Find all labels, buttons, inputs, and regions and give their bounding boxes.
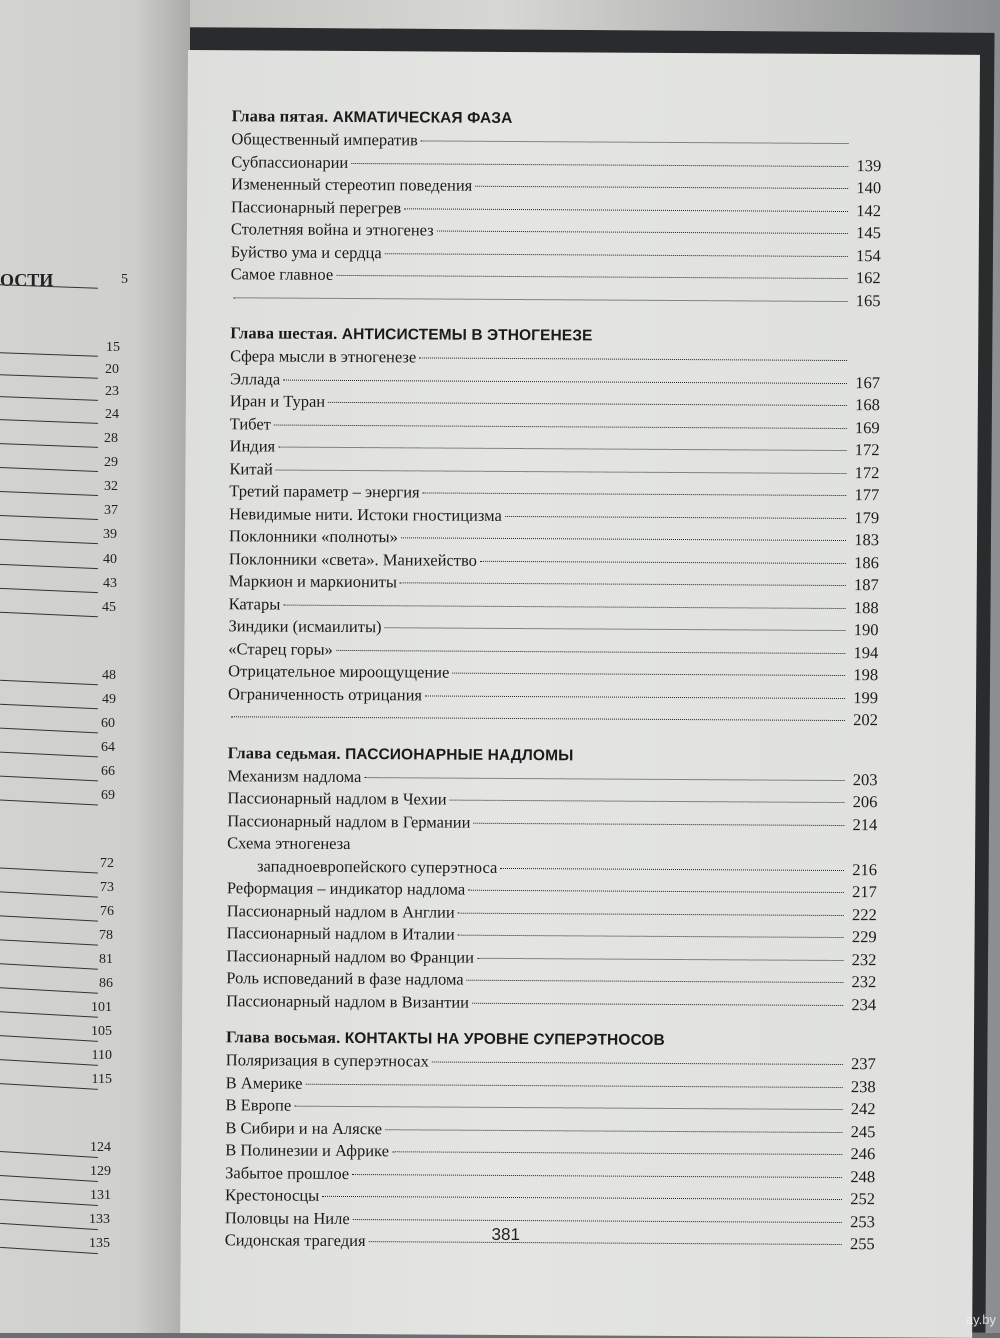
left-page-number: 40 (103, 552, 117, 568)
toc-entry (228, 683, 878, 709)
toc-entry-label: Пассионарный надлом во Франции (226, 945, 474, 969)
dot-leader (351, 162, 848, 166)
left-page (0, 0, 190, 1333)
left-page-leader (0, 915, 98, 921)
left-page-number: 28 (104, 431, 118, 447)
dot-leader (468, 890, 844, 893)
toc-entry-page: 222 (847, 904, 877, 927)
toc-entry-page: 169 (850, 417, 880, 440)
toc-entry-label: Крестоносцы (225, 1184, 319, 1207)
left-page-number: 110 (92, 1048, 112, 1064)
toc-entry-page: 206 (847, 791, 877, 814)
left-page-leader (0, 704, 98, 710)
left-page-number: 101 (91, 1000, 112, 1016)
toc-entry-page: 229 (847, 926, 877, 949)
toc-entry-page: 172 (849, 439, 879, 462)
left-page-number: 135 (89, 1236, 110, 1252)
dot-leader (336, 649, 845, 653)
dot-leader (472, 1002, 843, 1005)
left-page-leader (0, 1223, 98, 1230)
left-page-number: 49 (102, 692, 116, 708)
left-page-number: 76 (100, 904, 114, 920)
left-page-leader (0, 612, 98, 617)
chapter-name: АКМАТИЧЕСКАЯ ФАЗА (333, 109, 513, 127)
toc-entry-page: 172 (849, 462, 879, 485)
dot-leader (231, 716, 845, 721)
left-page-number: 81 (99, 952, 113, 968)
toc-entry-label: Поклонники «света». Манихейство (229, 548, 477, 572)
left-page-number: 48 (102, 668, 116, 684)
toc-entry-label: Индия (230, 435, 276, 458)
left-page-leader (0, 867, 98, 873)
dot-leader (306, 1083, 843, 1087)
dot-leader (283, 379, 847, 383)
left-page-number: 86 (99, 976, 113, 992)
dot-leader (385, 253, 848, 257)
chapter-section (230, 105, 881, 312)
left-page-leader (0, 728, 98, 734)
dot-leader (432, 1062, 843, 1066)
toc-entry-page: 246 (845, 1143, 875, 1166)
left-page-number: 105 (91, 1024, 112, 1040)
toc-entry-label: Маркион и маркиониты (229, 570, 397, 594)
left-page-leader (0, 987, 98, 993)
toc-entry-label: Катары (229, 593, 281, 616)
left-page-number: 24 (105, 407, 119, 423)
toc-entry-label: В Америке (226, 1072, 303, 1095)
toc-entry-label: Забытое прошлое (225, 1162, 349, 1185)
dot-leader (278, 447, 846, 451)
toc-entry (226, 1049, 876, 1075)
toc-entry-label: Половцы на Ниле (225, 1207, 350, 1230)
toc-entry-page: 183 (849, 529, 879, 552)
toc-entry-label: Столетняя война и этногенез (231, 218, 434, 242)
dot-leader (425, 695, 845, 699)
dot-leader (354, 845, 845, 848)
left-page-leader (0, 800, 98, 806)
dot-leader (419, 357, 847, 361)
toc-entry-page: 245 (845, 1121, 875, 1144)
toc-entry-page: 253 (845, 1211, 875, 1234)
left-page-leader (0, 467, 98, 472)
dot-leader (458, 935, 844, 938)
dot-leader (505, 515, 846, 518)
toc-entry-label: Реформация – индикатор надлома (227, 877, 466, 901)
toc-entry-label: Пассионарный надлом в Чехии (227, 787, 446, 811)
dot-leader (392, 1151, 842, 1155)
toc-entry (226, 990, 876, 1016)
chapter-section (228, 322, 880, 731)
left-page-number: 129 (90, 1164, 111, 1180)
toc-entry-label: Пассионарный надлом в Италии (227, 922, 455, 946)
toc-entry-page: 198 (848, 664, 878, 687)
toc-entry-page: 217 (847, 881, 877, 904)
left-page-leader (0, 1011, 98, 1018)
left-page-number: 124 (90, 1140, 111, 1156)
dot-leader (475, 186, 848, 189)
dot-leader (322, 1196, 842, 1200)
left-page-leader (0, 443, 98, 448)
toc-entry-page: 252 (845, 1188, 875, 1211)
dot-leader (458, 912, 844, 915)
toc-entry-page: 248 (845, 1166, 875, 1189)
left-page-number: 39 (103, 527, 117, 543)
toc-entry-label: Сфера мысли в этногенезе (230, 345, 416, 369)
toc-entry-page: 214 (847, 814, 877, 837)
left-page-leader (0, 491, 98, 496)
dot-leader (283, 604, 845, 608)
left-page-leader (0, 776, 98, 782)
toc-entry-label: Зиндики (исмаилиты) (228, 615, 381, 638)
left-page-leader (0, 1059, 98, 1066)
toc-entry-page: 140 (851, 177, 881, 200)
toc-entry-page: 188 (849, 597, 879, 620)
dot-leader (467, 980, 844, 983)
left-page-leader (0, 1035, 98, 1042)
toc-entry-label: Эллада (230, 368, 280, 391)
toc-entry-label: Схема этногенеза (227, 832, 351, 855)
toc-entry-page: 165 (850, 290, 880, 313)
left-page-number: 29 (104, 455, 118, 471)
toc-entry-page: 202 (848, 709, 878, 732)
chapter-prefix: Глава шестая. (230, 323, 337, 343)
dot-leader (353, 1219, 842, 1223)
toc-entry-page: 142 (851, 200, 881, 223)
left-page-leader (0, 564, 98, 569)
toc-entry-label: Пассионарный перегрев (231, 196, 401, 220)
dot-leader (421, 140, 849, 144)
left-page-number: 43 (103, 576, 117, 592)
toc-entry-label: Невидимые нити. Истоки гностицизма (229, 503, 502, 527)
left-page-leader (0, 419, 98, 424)
toc-entry-page: 234 (846, 994, 876, 1017)
toc-entry-page: 237 (846, 1053, 876, 1076)
toc-entry-page: 145 (851, 222, 881, 245)
dot-leader (336, 275, 847, 279)
right-page (180, 50, 980, 1338)
toc-entry (231, 263, 881, 289)
toc-entry-page: 242 (845, 1098, 875, 1121)
toc-entry-label: Поляризация в суперэтносах (226, 1049, 429, 1073)
left-page-number: 45 (102, 600, 116, 616)
toc-entry-page: 255 (845, 1233, 875, 1256)
dot-leader (500, 867, 844, 870)
toc-entry-label: Буйство ума и сердца (231, 241, 382, 264)
page-number: 381 (181, 1223, 831, 1247)
dot-leader (423, 492, 847, 496)
toc-entry-page: 238 (846, 1076, 876, 1099)
dot-leader (274, 424, 847, 428)
toc-entry-label: Общественный императив (231, 128, 418, 152)
dot-leader (450, 800, 845, 803)
toc-entry (230, 345, 880, 371)
left-page-number: 23 (105, 384, 119, 400)
chapter-section (226, 742, 878, 1016)
toc-entry-label: Механизм надлома (227, 765, 361, 788)
dot-leader (404, 208, 848, 212)
toc-entry-label: Третий параметр – энергия (229, 480, 419, 504)
toc-entry (228, 705, 878, 731)
left-page-leader (0, 396, 98, 401)
toc-entry-label: Измененный стереотип поведения (231, 173, 472, 197)
left-page-leader (0, 588, 98, 593)
left-page-number: 73 (100, 880, 114, 896)
toc-entry-page: 190 (848, 619, 878, 642)
toc-entry-page: 203 (847, 769, 877, 792)
toc-entry-page: 199 (848, 687, 878, 710)
left-page-number: 72 (100, 856, 114, 872)
left-page-number: 133 (89, 1212, 110, 1228)
toc-entry-page: 167 (850, 372, 880, 395)
toc-entry-label: Пассионарный надлом в Германии (227, 810, 470, 834)
left-page-leader (0, 1199, 98, 1206)
left-page-leader (0, 680, 98, 686)
toc-entry-label: Поклонники «полноты» (229, 525, 398, 549)
toc-entry-label: Роль исповеданий в фазе надлома (226, 967, 463, 991)
toc-entry-label: Самое главное (231, 263, 334, 286)
toc-entry-page: 232 (846, 971, 876, 994)
toc-entry (225, 1162, 875, 1188)
toc-entry-label: Тибет (230, 413, 271, 436)
toc-entry-page: 194 (848, 642, 878, 665)
toc-entry (229, 570, 879, 596)
table-of-contents (225, 105, 882, 1269)
dot-leader (328, 402, 847, 406)
chapter-prefix: Глава восьмая. (226, 1027, 340, 1047)
dot-leader (401, 537, 846, 541)
left-page-leader (0, 1083, 98, 1090)
chapter-name: КОНТАКТЫ НА УРОВНЕ СУПЕРЭТНОСОВ (345, 1030, 665, 1049)
dot-leader (480, 560, 846, 563)
dot-leader (276, 469, 847, 473)
chapter-name: ПАССИОНАРНЫЕ НАДЛОМЫ (345, 745, 573, 763)
left-page-leader (0, 352, 98, 357)
left-page-leader (0, 539, 98, 544)
chapter-prefix: Глава седьмая. (228, 743, 341, 763)
dot-leader (477, 957, 843, 960)
left-page-leader (0, 1151, 98, 1158)
left-page-number: 115 (92, 1072, 112, 1088)
toc-entry-page: 187 (849, 574, 879, 597)
dot-leader (400, 582, 846, 586)
left-page-number: 131 (90, 1188, 111, 1204)
toc-entry-label: В Сибири и на Аляске (225, 1117, 382, 1140)
toc-entry-page: 168 (850, 394, 880, 417)
toc-entry-label: «Старец горы» (228, 638, 333, 661)
left-page-heading: ОСТИ (0, 270, 53, 291)
toc-entry-page: 162 (851, 267, 881, 290)
toc-entry-label: Пассионарный надлом в Англии (227, 900, 455, 924)
left-page-number: 5 (121, 272, 128, 288)
left-page-leader (0, 752, 98, 758)
left-page-number: 37 (104, 503, 118, 519)
toc-entry-page: 154 (851, 245, 881, 268)
left-page-number: 78 (99, 928, 113, 944)
toc-entry-label: Пассионарный надлом в Византии (226, 990, 469, 1014)
toc-entry-page: 179 (849, 507, 879, 530)
left-page-number: 15 (106, 340, 120, 356)
toc-entry-page: 139 (851, 155, 881, 178)
chapter-section (225, 1026, 876, 1255)
toc-entry-label: Ограниченность отрицания (228, 683, 422, 707)
left-page-number: 32 (104, 479, 118, 495)
left-page-leader (0, 891, 98, 897)
toc-entry-page: 177 (849, 484, 879, 507)
left-page-number: 64 (101, 740, 115, 756)
left-page-number: 20 (105, 362, 119, 378)
toc-entry-label: Китай (229, 458, 273, 481)
dot-leader (364, 777, 844, 781)
toc-entry-label: Субпассионарии (231, 151, 348, 174)
toc-entry-label: Сидонская трагедия (225, 1229, 366, 1252)
toc-entry (230, 286, 880, 312)
left-page-leader (0, 1175, 98, 1182)
left-page-leader (0, 963, 98, 969)
toc-entry-page: 216 (847, 859, 877, 882)
watermark: ay.by (966, 1312, 996, 1327)
chapter-name: АНТИСИСТЕМЫ В ЭТНОГЕНЕЗЕ (342, 326, 593, 345)
dot-leader (385, 1129, 842, 1133)
left-page-leader (0, 374, 98, 379)
dot-leader (385, 627, 846, 631)
toc-entry-page: 232 (846, 949, 876, 972)
dot-leader (352, 1174, 842, 1178)
dot-leader (437, 231, 848, 235)
dot-leader (233, 297, 847, 302)
toc-entry-label: западноевропейского суперэтноса (227, 855, 497, 879)
toc-entry-label: Иран и Туран (230, 390, 325, 413)
toc-entry-page: 186 (849, 552, 879, 575)
left-page-leader (0, 939, 98, 945)
dot-leader (294, 1106, 842, 1110)
toc-entry-label: В Полинезии и Африке (225, 1139, 389, 1162)
left-page-number: 69 (101, 788, 115, 804)
dot-leader (473, 822, 844, 825)
left-page-number: 66 (101, 764, 115, 780)
chapter-prefix: Глава пятая. (232, 106, 329, 126)
toc-entry-label: В Европе (225, 1094, 291, 1117)
dot-leader (452, 673, 845, 676)
left-page-leader (0, 1247, 98, 1254)
left-page-number: 60 (101, 716, 115, 732)
left-page-leader (0, 515, 98, 520)
toc-entry-label: Отрицательное мироощущение (228, 660, 449, 684)
